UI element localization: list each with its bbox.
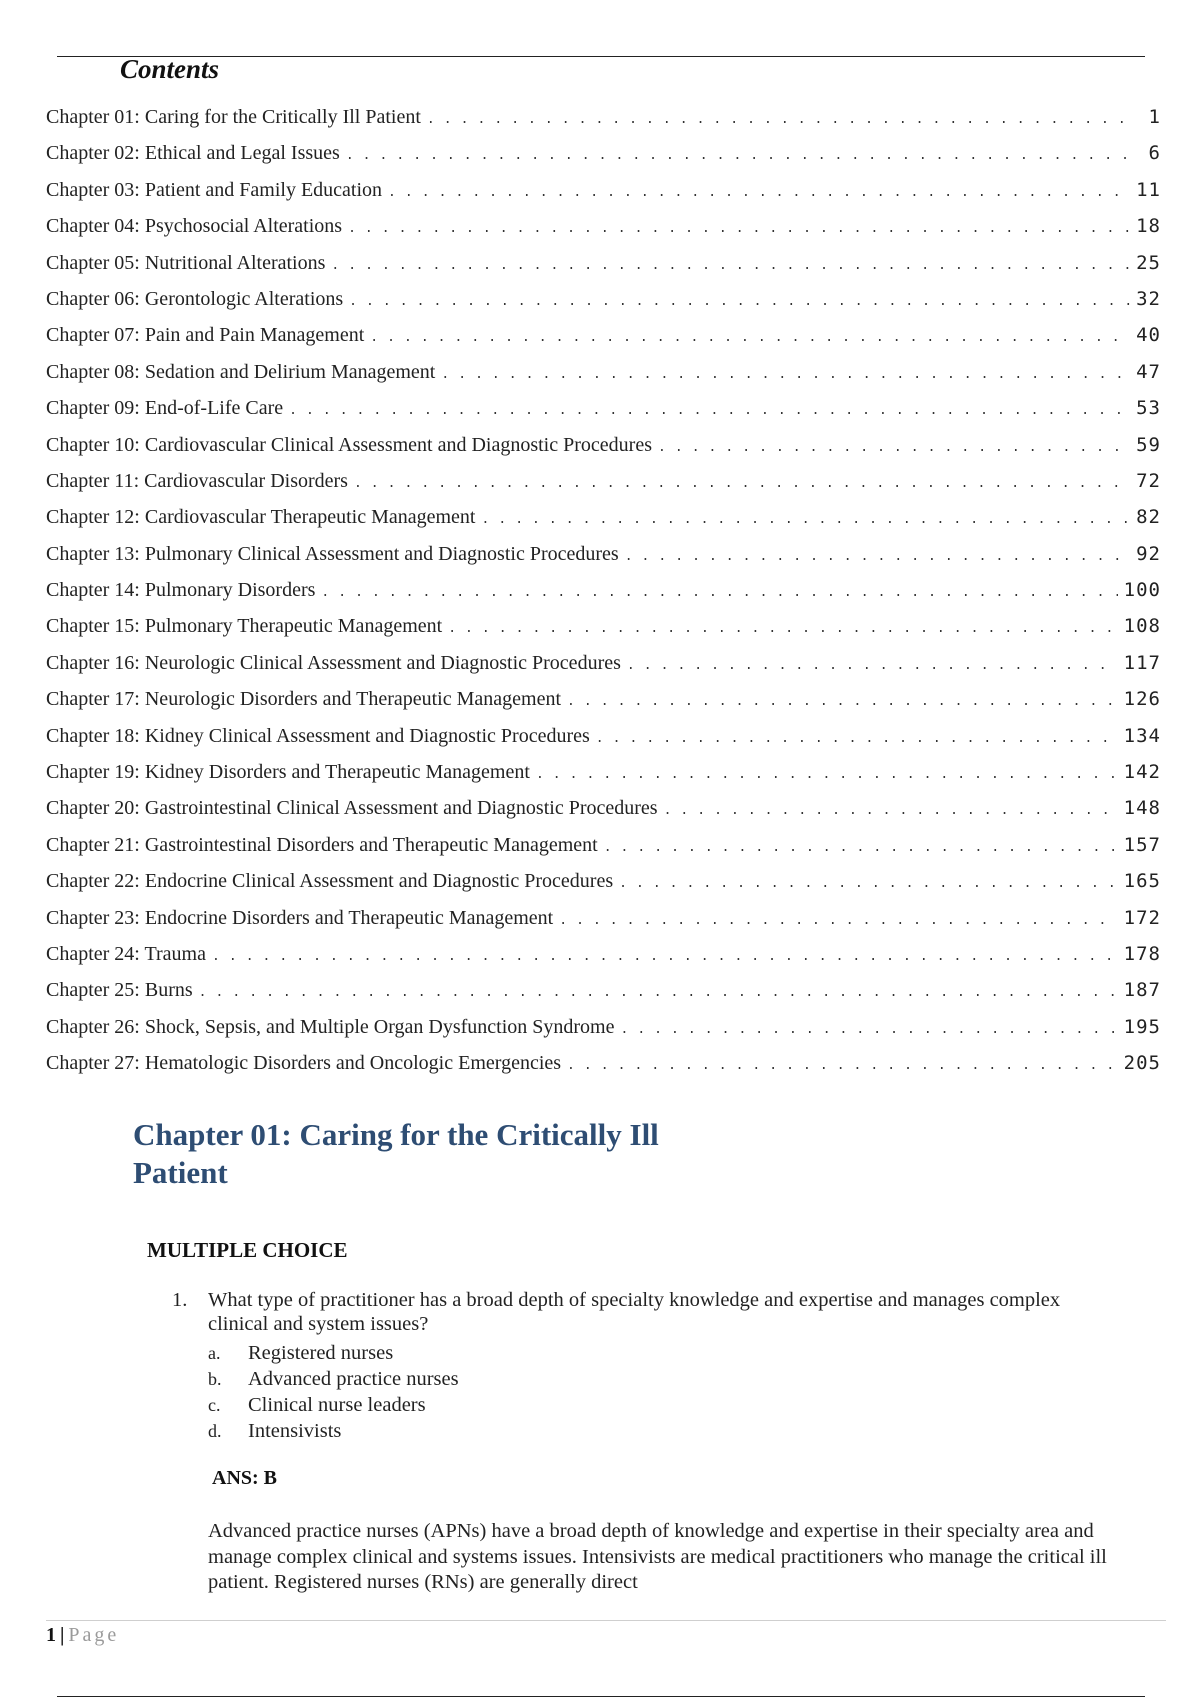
toc-entry-title: Chapter 19: Kidney Disorders and Therapeutic Management	[46, 761, 530, 784]
toc-entry[interactable]	[46, 215, 1161, 251]
toc-entry[interactable]	[46, 252, 1161, 288]
toc-entry[interactable]	[46, 470, 1161, 506]
toc-dot-leader	[388, 185, 1130, 200]
toc-entry-page: 72	[1136, 469, 1161, 492]
toc-entry[interactable]	[46, 834, 1161, 870]
toc-entry-title: Chapter 15: Pulmonary Therapeutic Management	[46, 615, 443, 638]
toc-entry-page: 142	[1123, 761, 1161, 784]
toc-dot-leader	[604, 840, 1118, 855]
toc-entry-page: 6	[1148, 142, 1161, 165]
toc-entry-page: 195	[1123, 1015, 1161, 1038]
answer-option	[208, 1366, 1122, 1392]
toc-entry-page: 100	[1123, 579, 1161, 602]
toc-entry-page: 1	[1148, 106, 1161, 128]
toc-entry[interactable]	[46, 1016, 1161, 1052]
toc-entry[interactable]	[46, 361, 1161, 397]
toc-entry-title: Chapter 11: Cardiovascular Disorders	[46, 469, 348, 492]
toc-entry[interactable]	[46, 943, 1161, 979]
toc-entry-page: 117	[1123, 651, 1161, 674]
toc-entry-title: Chapter 06: Gerontologic Alterations	[46, 287, 344, 310]
section-heading: MULTIPLE CHOICE	[147, 1238, 348, 1262]
toc-dot-leader	[596, 731, 1118, 746]
toc-entry-title: Chapter 14: Pulmonary Disorders	[46, 579, 316, 602]
answer-option-text: Advanced practice nurses	[248, 1368, 459, 1390]
toc-entry-page: 165	[1123, 870, 1161, 893]
answer-option	[208, 1392, 1122, 1418]
toc-entry[interactable]	[46, 288, 1161, 324]
toc-entry-page: 205	[1123, 1052, 1161, 1075]
toc-dot-leader	[620, 1022, 1117, 1037]
toc-dot-leader	[321, 585, 1117, 600]
toc-entry-page: 53	[1136, 397, 1161, 420]
toc-entry[interactable]	[46, 1052, 1161, 1088]
toc-entry[interactable]	[46, 324, 1161, 360]
footer-page-label: Page	[68, 1624, 120, 1646]
toc-dot-leader	[658, 440, 1130, 455]
toc-entry-page: 59	[1136, 433, 1161, 456]
footer-rule	[46, 1620, 1166, 1621]
table-of-contents	[46, 106, 1161, 1089]
toc-entry-title: Chapter 21: Gastrointestinal Disorders and Therapeutic Management	[46, 833, 598, 856]
toc-dot-leader	[370, 330, 1130, 345]
toc-dot-leader	[664, 803, 1118, 818]
footer-separator: |	[60, 1624, 65, 1646]
toc-entry-title: Chapter 09: End-of-Life Care	[46, 397, 284, 420]
toc-dot-leader	[349, 294, 1130, 309]
toc-entry[interactable]	[46, 870, 1161, 906]
toc-entry[interactable]	[46, 106, 1161, 142]
toc-entry-page: 32	[1136, 287, 1161, 310]
toc-dot-leader	[481, 512, 1130, 527]
toc-entry[interactable]	[46, 979, 1161, 1015]
toc-dot-leader	[441, 367, 1130, 382]
toc-entry-page: 134	[1123, 724, 1161, 747]
toc-entry-title: Chapter 23: Endocrine Disorders and Therapeutic Management	[46, 906, 554, 929]
toc-entry-title: Chapter 27: Hematologic Disorders and Oncologic Emergencies	[46, 1052, 562, 1075]
answer-option	[208, 1340, 1122, 1366]
toc-entry[interactable]	[46, 579, 1161, 615]
toc-dot-leader	[627, 658, 1118, 673]
toc-dot-leader	[199, 985, 1118, 1000]
toc-entry-title: Chapter 05: Nutritional Alterations	[46, 251, 326, 274]
toc-entry[interactable]	[46, 761, 1161, 797]
toc-dot-leader	[346, 148, 1135, 163]
rationale-text: Advanced practice nurses (APNs) have a broad depth of knowledge and expertise in their specialty area and manage complex clinical and systems issues. Intensivists are medical practitioners who manage the critical ill patient. Registered nurses (RNs) are generally direct	[208, 1520, 1107, 1593]
toc-entry[interactable]	[46, 652, 1161, 688]
top-rule	[57, 56, 1145, 57]
toc-entry-title: Chapter 08: Sedation and Delirium Management	[46, 360, 436, 383]
toc-dot-leader	[212, 949, 1118, 964]
toc-dot-leader	[448, 621, 1117, 636]
answer-option-letter: d.	[208, 1421, 222, 1441]
answer-option-text: Clinical nurse leaders	[248, 1394, 426, 1416]
toc-dot-leader	[427, 112, 1135, 127]
toc-entry-title: Chapter 18: Kidney Clinical Assessment and Diagnostic Procedures	[46, 724, 590, 747]
toc-dot-leader	[625, 549, 1130, 564]
toc-dot-leader	[289, 403, 1130, 418]
toc-entry-title: Chapter 01: Caring for the Critically Ill Patient	[46, 106, 421, 128]
toc-entry-title: Chapter 03: Patient and Family Education	[46, 178, 383, 201]
toc-entry-page: 126	[1123, 688, 1161, 711]
toc-entry-title: Chapter 10: Cardiovascular Clinical Assessment and Diagnostic Procedures	[46, 433, 652, 456]
toc-entry[interactable]	[46, 543, 1161, 579]
toc-entry-title: Chapter 17: Neurologic Disorders and Therapeutic Management	[46, 688, 562, 711]
toc-entry-title: Chapter 20: Gastrointestinal Clinical Assessment and Diagnostic Procedures	[46, 797, 658, 820]
toc-dot-leader	[559, 913, 1117, 928]
toc-entry-page: 18	[1136, 215, 1161, 238]
toc-entry-title: Chapter 24: Trauma	[46, 942, 206, 965]
bottom-rule	[57, 1696, 1145, 1697]
answer-option-letter: c.	[208, 1395, 221, 1415]
toc-entry-page: 92	[1136, 542, 1161, 565]
toc-entry-title: Chapter 13: Pulmonary Clinical Assessment and Diagnostic Procedures	[46, 542, 619, 565]
question-block	[172, 1288, 1122, 1444]
toc-entry-title: Chapter 12: Cardiovascular Therapeutic Management	[46, 506, 476, 529]
toc-dot-leader	[536, 767, 1118, 782]
toc-entry-title: Chapter 02: Ethical and Legal Issues	[46, 142, 340, 165]
toc-entry[interactable]	[46, 179, 1161, 215]
toc-entry-page: 178	[1123, 942, 1161, 965]
toc-entry-page: 172	[1123, 906, 1161, 929]
toc-entry[interactable]	[46, 688, 1161, 724]
question-text: What type of practitioner has a broad depth of specialty knowledge and expertise and manages complex clinical and system issues?	[208, 1289, 1061, 1335]
toc-dot-leader	[348, 221, 1130, 236]
toc-entry-page: 148	[1123, 797, 1161, 820]
toc-dot-leader	[331, 258, 1130, 273]
answer-option	[208, 1418, 1122, 1444]
chapter-heading: Chapter 01: Caring for the Critically Ill Patient	[133, 1117, 659, 1190]
toc-entry[interactable]	[46, 725, 1161, 761]
answer-option-letter: b.	[208, 1369, 222, 1389]
answer-option-letter: a.	[208, 1343, 221, 1363]
toc-entry-title: Chapter 26: Shock, Sepsis, and Multiple Organ Dysfunction Syndrome	[46, 1015, 615, 1038]
toc-dot-leader	[354, 476, 1130, 491]
toc-entry[interactable]	[46, 506, 1161, 542]
footer-page-number: 1	[46, 1624, 56, 1646]
toc-dot-leader	[619, 876, 1118, 891]
toc-entry-page: 82	[1136, 506, 1161, 529]
toc-dot-leader	[567, 694, 1118, 709]
toc-entry[interactable]	[46, 615, 1161, 651]
toc-entry-page: 157	[1123, 833, 1161, 856]
toc-entry-page: 40	[1136, 324, 1161, 347]
toc-entry-title: Chapter 22: Endocrine Clinical Assessment and Diagnostic Procedures	[46, 870, 614, 893]
page-footer	[46, 1624, 119, 1647]
toc-entry-title: Chapter 25: Burns	[46, 979, 193, 1002]
toc-entry[interactable]	[46, 797, 1161, 833]
answer-option-text: Registered nurses	[248, 1342, 394, 1364]
toc-dot-leader	[567, 1058, 1118, 1073]
answer-options	[208, 1340, 1122, 1444]
answer-key: ANS: B	[212, 1467, 278, 1489]
answer-option-text: Intensivists	[248, 1420, 342, 1442]
toc-entry-page: 25	[1136, 251, 1161, 274]
toc-entry-title: Chapter 16: Neurologic Clinical Assessment and Diagnostic Procedures	[46, 651, 621, 674]
toc-entry-title: Chapter 07: Pain and Pain Management	[46, 324, 365, 347]
toc-entry-title: Chapter 04: Psychosocial Alterations	[46, 215, 343, 238]
toc-entry[interactable]	[46, 397, 1161, 433]
toc-entry-page: 187	[1123, 979, 1161, 1002]
question-number: 1.	[172, 1289, 188, 1311]
toc-entry[interactable]	[46, 907, 1161, 943]
toc-entry-page: 108	[1123, 615, 1161, 638]
toc-entry[interactable]	[46, 434, 1161, 470]
toc-entry-page: 47	[1136, 360, 1161, 383]
contents-title: Contents	[120, 54, 220, 84]
toc-entry-page: 11	[1136, 178, 1161, 201]
toc-entry[interactable]	[46, 142, 1161, 178]
